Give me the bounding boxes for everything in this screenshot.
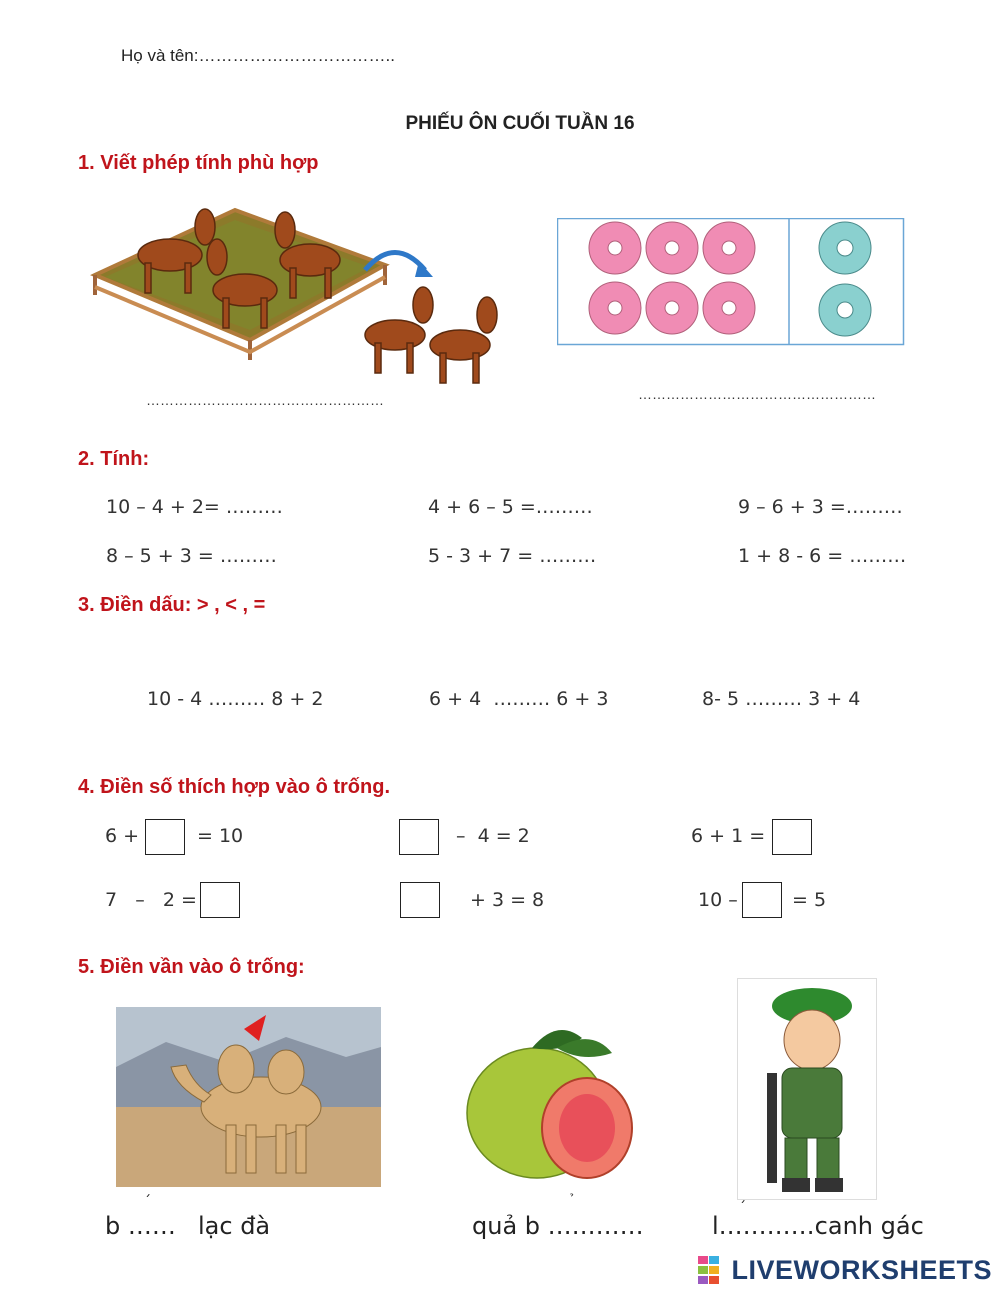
q4-r1a-answer-box[interactable] xyxy=(145,819,185,855)
q5-word-2[interactable]: quả b ………… xyxy=(472,1212,644,1240)
q5-word-1-suffix: lạc đà xyxy=(198,1212,271,1240)
q4-r1a-prefix: 6 + xyxy=(105,825,140,847)
q4-r1b-answer-box[interactable] xyxy=(399,819,439,855)
q4-r2b-answer-box[interactable] xyxy=(400,882,440,918)
q4-r2a-answer-box[interactable] xyxy=(200,882,240,918)
q4-r2c-prefix: 10 – xyxy=(698,889,738,911)
liveworksheets-logo-text: LIVEWORKSHEETS xyxy=(731,1255,992,1285)
section-3-heading: 3. Điền dấu: > , < , = xyxy=(78,594,266,616)
q2-item-6[interactable]: 1 + 8 - 6 = ……… xyxy=(738,545,907,567)
section-5-heading: 5. Điền vần vào ô trống: xyxy=(78,956,305,978)
accent-acute-1: ´ xyxy=(144,1194,151,1210)
q4-r2b-suffix: + 3 = 8 xyxy=(470,889,545,911)
q4-r1c-prefix: 6 + 1 = xyxy=(691,825,766,847)
q1-answer-right[interactable]: …………………………………………… xyxy=(638,386,876,402)
q2-item-3[interactable]: 9 – 6 + 3 =……… xyxy=(738,496,903,518)
accent-acute-3: ´ xyxy=(739,1200,746,1216)
q2-item-5[interactable]: 5 - 3 + 7 = ……… xyxy=(428,545,597,567)
q2-item-2[interactable]: 4 + 6 – 5 =……… xyxy=(428,496,593,518)
q4-r1a-suffix: = 10 xyxy=(197,825,244,847)
section-1-heading: 1. Viết phép tính phù hợp xyxy=(78,152,319,174)
q4-r2a-prefix: 7 – 2 = xyxy=(105,889,197,911)
q4-r1b-suffix: – 4 = 2 xyxy=(456,825,530,847)
pomelo-picture xyxy=(462,1018,642,1183)
q1-answer-left[interactable]: …………………………………………… xyxy=(146,392,384,408)
q3-item-1[interactable]: 10 - 4 ……… 8 + 2 xyxy=(147,688,324,710)
camel-picture xyxy=(116,1007,381,1187)
q5-word-1-blank[interactable]: b …… xyxy=(105,1212,176,1240)
q2-item-4[interactable]: 8 – 5 + 3 = ……… xyxy=(106,545,277,567)
q5-word-3[interactable]: l…………canh gác xyxy=(712,1212,924,1240)
q4-r1c-answer-box[interactable] xyxy=(772,819,812,855)
horses-paddock-picture xyxy=(85,195,515,395)
q4-r2c-suffix: = 5 xyxy=(792,889,827,911)
section-2-heading: 2. Tính: xyxy=(78,448,150,470)
name-field-label: Họ và tên:…………………………….. xyxy=(121,46,395,65)
donuts-picture xyxy=(557,218,905,346)
section-4-heading: 4. Điền số thích hợp vào ô trống. xyxy=(78,776,391,798)
q3-item-2[interactable]: 6 + 4 ……… 6 + 3 xyxy=(429,688,609,710)
q2-item-1[interactable]: 10 – 4 + 2= ……… xyxy=(106,496,283,518)
worksheet-title: PHIẾU ÔN CUỐI TUẦN 16 xyxy=(405,113,635,134)
soldier-picture xyxy=(737,978,877,1200)
q3-item-3[interactable]: 8- 5 ……… 3 + 4 xyxy=(702,688,861,710)
liveworksheets-logo-icon xyxy=(698,1256,720,1284)
q4-r2c-answer-box[interactable] xyxy=(742,882,782,918)
